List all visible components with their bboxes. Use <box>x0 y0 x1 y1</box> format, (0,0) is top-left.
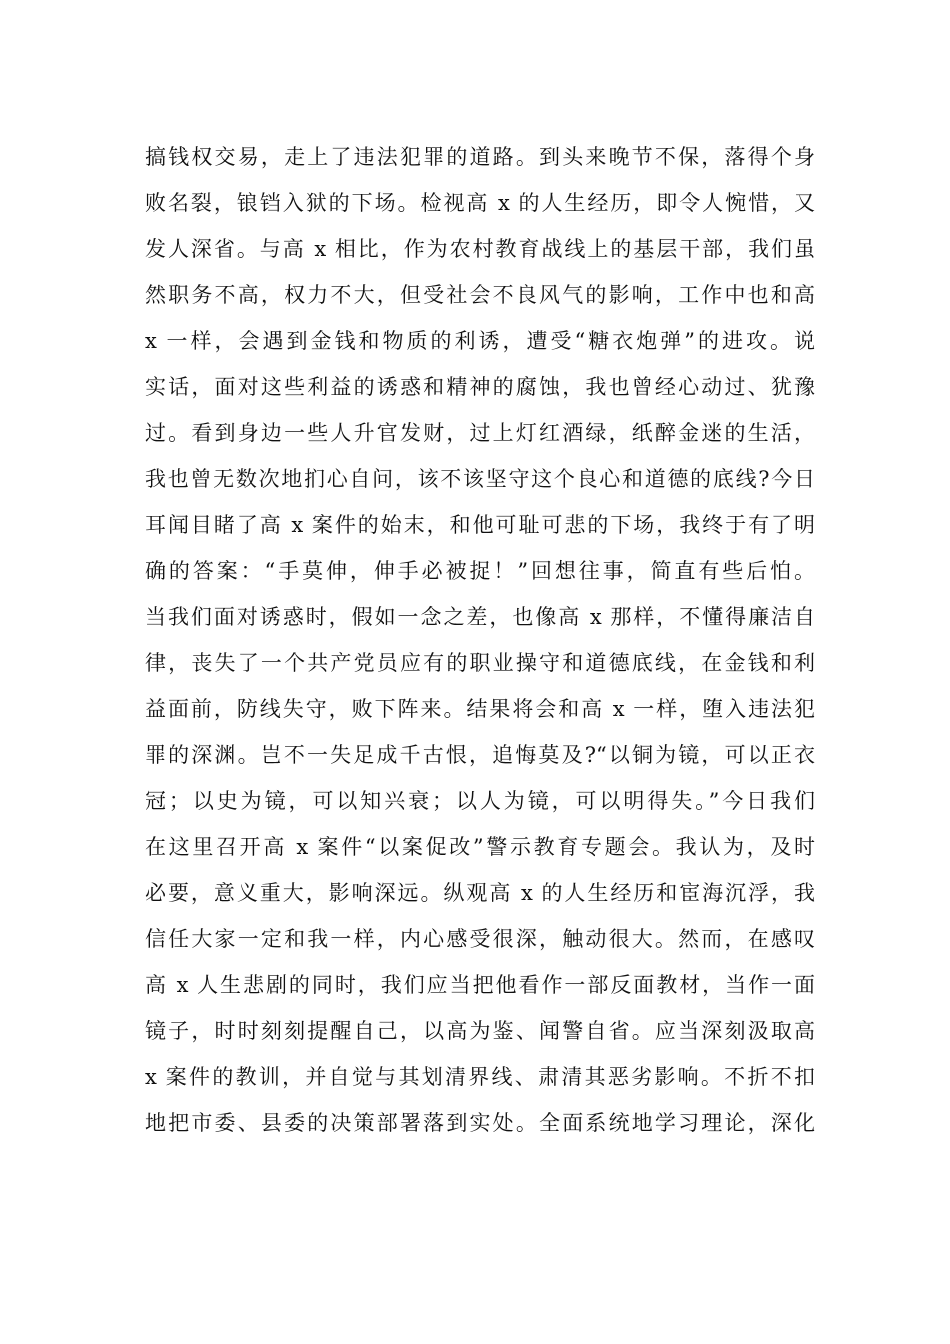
text-line: 确的答案：“手莫伸，伸手必被捉！”回想往事，简直有些后怕。 <box>145 559 815 583</box>
text-line: 然职务不高，权力不大，但受社会不良风气的影响，工作中也和高 <box>145 283 815 307</box>
text-line: 高 x 人生悲剧的同时，我们应当把他看作一部反面教材，当作一面 <box>145 973 815 997</box>
text-line: 罪的深渊。岂不一失足成千古恨，追悔莫及?“以铜为镜，可以正衣 <box>145 743 815 767</box>
text-line: 冠；以史为镜，可以知兴衰；以人为镜，可以明得失。”今日我们 <box>145 789 815 813</box>
text-line: 败名裂，锒铛入狱的下场。检视高 x 的人生经历，即令人惋惜，又 <box>145 191 815 215</box>
text-line: 律，丧失了一个共产党员应有的职业操守和道德底线，在金钱和利 <box>145 651 815 675</box>
text-line: 实话，面对这些利益的诱惑和精神的腐蚀，我也曾经心动过、犹豫 <box>145 375 815 399</box>
text-line: 当我们面对诱惑时，假如一念之差，也像高 x 那样，不懂得廉洁自 <box>145 605 815 629</box>
body-text <box>145 134 815 1146</box>
text-line: 地把市委、县委的决策部署落到实处。全面系统地学习理论，深化 <box>145 1111 815 1135</box>
text-line: 耳闻目睹了高 x 案件的始末，和他可耻可悲的下场，我终于有了明 <box>145 513 815 537</box>
text-line: 过。看到身边一些人升官发财，过上灯红酒绿，纸醉金迷的生活， <box>145 421 815 445</box>
text-line: 我也曾无数次地扪心自问，该不该坚守这个良心和道德的底线?今日 <box>145 467 815 491</box>
text-line: 必要，意义重大，影响深远。纵观高 x 的人生经历和宦海沉浮，我 <box>145 881 815 905</box>
text-line: 在这里召开高 x 案件“以案促改”警示教育专题会。我认为，及时 <box>145 835 815 859</box>
text-line: 镜子，时时刻刻提醒自己，以高为鉴、闻警自省。应当深刻汲取高 <box>145 1019 815 1043</box>
text-line: 搞钱权交易，走上了违法犯罪的道路。到头来晚节不保，落得个身 <box>145 145 815 169</box>
text-line: x 案件的教训，并自觉与其划清界线、肃清其恶劣影响。不折不扣 <box>145 1065 815 1089</box>
text-line: 发人深省。与高 x 相比，作为农村教育战线上的基层干部，我们虽 <box>145 237 815 261</box>
text-line: 信任大家一定和我一样，内心感受很深，触动很大。然而，在感叹 <box>145 927 815 951</box>
text-line: 益面前，防线失守，败下阵来。结果将会和高 x 一样，堕入违法犯 <box>145 697 815 721</box>
text-line: x 一样，会遇到金钱和物质的利诱，遭受“糖衣炮弹”的进攻。说 <box>145 329 815 353</box>
